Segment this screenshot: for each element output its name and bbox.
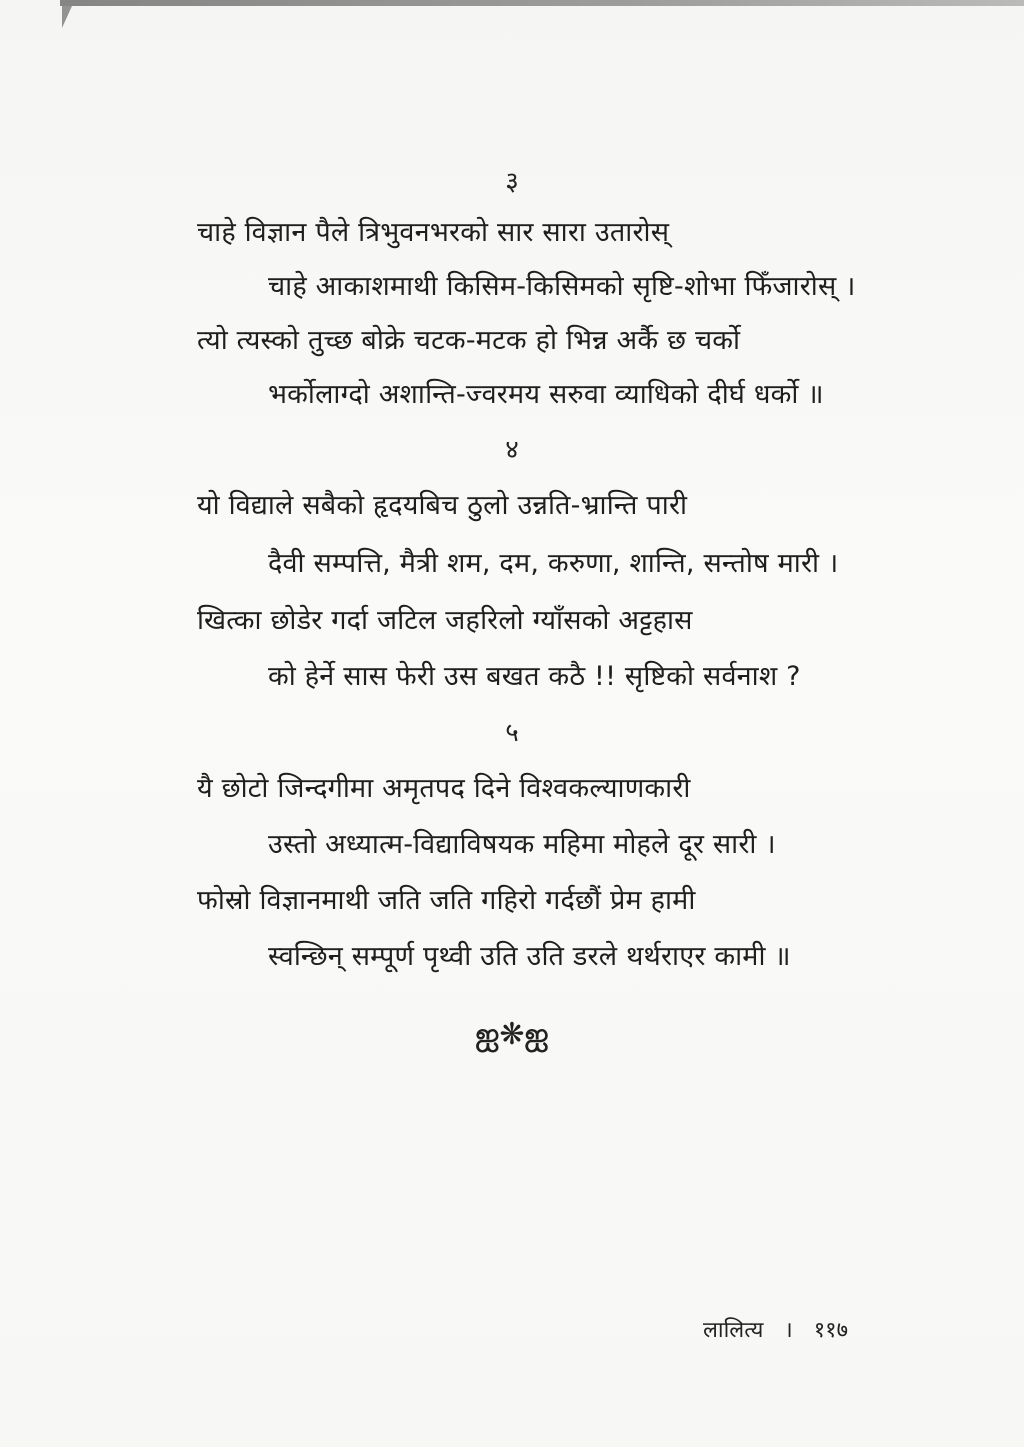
poem-line: दैवी सम्पत्ति, मैत्री शम, दम, करुणा, शान्ति, सन्तोष मारी । (268, 548, 839, 579)
page-corner-fold (62, 6, 72, 28)
page-number: ११७ (813, 1318, 849, 1343)
page-top-edge (60, 0, 1024, 6)
poem-line: चाहे विज्ञान पैले त्रिभुवनभरको सार सारा उतारोस् (197, 217, 670, 248)
book-title: लालित्य (703, 1318, 764, 1343)
stanza-number: ५ (505, 718, 519, 748)
page-footer (703, 1314, 848, 1344)
poem-line: यै छोटो जिन्दगीमा अमृतपद दिने विश्वकल्याणकारी (197, 773, 691, 804)
poem-line: भर्कोलाग्दो अशान्ति-ज्वरमय सरुवा व्याधिको दीर्घ धर्को ॥ (268, 379, 824, 410)
poem-line: त्यो त्यस्को तुच्छ बोक्रे चटक-मटक हो भिन्न अर्कै छ चर्को (197, 325, 741, 356)
poem-line: यो विद्याले सबैको हृदयबिच ठुलो उन्नति-भ्रान्ति पारी (197, 490, 688, 521)
poem-line: चाहे आकाशमाथी किसिम-किसिमको सृष्टि-शोभा फिँजारोस् । (268, 271, 856, 302)
footer-separator: । (784, 1318, 793, 1343)
poem-line: खित्का छोडेर गर्दा जटिल जहरिलो ग्याँसको अट्टहास (197, 605, 693, 636)
poem-line: स्वन्छिन् सम्पूर्ण पृथ्वी उति उति डरले थर्थराएर कामी ॥ (268, 941, 791, 972)
stanza-number: ३ (505, 167, 519, 197)
poem-line: फोस्रो विज्ञानमाथी जति जति गहिरो गर्दछौं प्रेम हामी (197, 885, 696, 916)
end-ornament: ஐ❋ஐ (475, 1017, 549, 1052)
poem-line: उस्तो अध्यात्म-विद्याविषयक महिमा मोहले दूर सारी । (268, 829, 776, 860)
poem-line: को हेर्ने सास फेरी उस बखत कठै !! सृष्टिको सर्वनाश ? (268, 661, 801, 692)
stanza-number: ४ (505, 435, 519, 465)
